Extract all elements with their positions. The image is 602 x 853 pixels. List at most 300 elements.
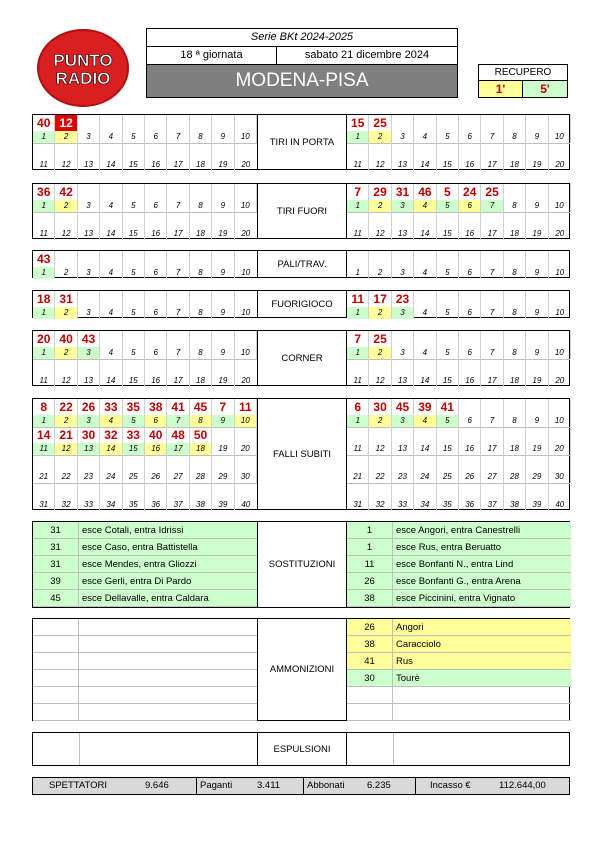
stat-minute [212,212,233,228]
event-minute: 30 [347,670,393,687]
stat-away-side [346,115,570,169]
stat-cell [481,184,503,212]
stat-minute [481,399,502,415]
stat-minute [526,212,547,228]
stat-cell [459,455,481,483]
stat-minute [526,115,547,131]
stat-minute [526,291,547,307]
stat-home-side [33,399,257,509]
stat-home-side [33,331,257,385]
list-item [33,619,257,636]
stat-minute [123,455,144,471]
stat-box-tiri-fuori [32,183,570,239]
stat-index: 31 [39,500,49,509]
stat-index: 7 [489,308,495,317]
stat-index: 3 [392,200,413,212]
stat-index: 7 [489,132,495,141]
stat-minute [100,212,121,228]
stat-minute [392,483,413,499]
stat-index: 11 [353,376,362,385]
stat-cell [55,251,77,279]
stat-minute [167,212,188,228]
stat-index: 4 [108,268,114,277]
stat-cell [167,427,189,455]
stat-minute [526,251,547,267]
stat-index: 3 [86,268,91,277]
stat-cell [347,251,369,279]
stat-index: 1 [355,268,360,277]
stat-index: 1 [33,131,54,143]
stat-index: 33 [84,500,93,509]
stat-minute: 31 [59,292,73,306]
stat-minute [481,483,502,499]
recupero-first-half: 1' [479,81,523,97]
stat-index: 10 [555,268,565,277]
stat-index: 36 [465,500,475,509]
event-text: Tourè [396,673,420,684]
stat-index: 30 [240,472,250,481]
bookings-label: AMMONIZIONI [257,619,346,720]
stat-index: 3 [86,308,91,317]
stat-cell [526,184,548,212]
stat-index: 4 [108,132,114,141]
stat-index: 4 [108,348,114,357]
stat-index: 24 [106,472,116,481]
stat-index: 6 [467,348,472,357]
stat-cell [459,399,481,427]
stat-minute: 30 [373,400,387,414]
stat-cell [347,359,369,387]
stat-index: 39 [532,500,542,509]
sending-offs-box [32,732,570,766]
recupero-second-half: 5' [523,81,567,97]
recupero-box [478,64,568,98]
stat-index: 27 [487,472,497,481]
stat-minute [123,251,144,267]
spectators-label: SPETTATORI [49,780,108,791]
stat-cell [145,455,167,483]
stat-index: 10 [555,308,565,317]
stat-cell [459,483,481,511]
stat-cell [369,483,391,511]
stat-minute [549,251,571,267]
stat-index: 1 [347,200,368,212]
stat-cell [212,115,234,143]
stat-cell [481,427,503,455]
stat-cell [212,331,234,359]
stat-minute [414,212,435,228]
stat-cell [123,251,145,279]
stat-index: 3 [400,348,405,357]
stat-minute [235,331,256,347]
stat-index: 17 [487,160,497,169]
stat-index: 40 [241,500,251,509]
stat-index: 4 [108,308,114,317]
event-minute: 1 [347,539,393,556]
stat-index: 8 [198,132,203,141]
stat-index: 8 [512,201,517,210]
stat-minute: 12 [55,115,76,131]
stat-minute [167,291,188,307]
stat-minute [392,115,413,131]
stat-index: 16 [465,229,475,238]
stat-cell [33,427,55,455]
stat-minute: 45 [193,400,208,414]
stat-minute: 21 [59,428,73,442]
stat-cell [145,184,167,212]
stat-cell [190,251,212,279]
stat-index: 19 [218,376,228,385]
stat-minute [78,455,99,471]
attendance-footer [32,777,570,795]
list-item [347,522,571,539]
stat-cell [212,455,234,483]
stat-cell [347,455,369,483]
stat-minute [78,212,99,228]
stat-index: 9 [534,348,540,357]
stat-cell [212,143,234,171]
stat-cell [437,184,459,212]
stat-index: 19 [532,160,542,169]
stat-minute [459,399,480,415]
stat-cell [145,143,167,171]
stat-index: 7 [175,201,181,210]
stat-cell [145,483,167,511]
stat-minute [369,427,390,443]
stat-minute [167,359,188,375]
stat-cell [190,331,212,359]
stat-index: 10 [240,132,250,141]
season-ticket-label: Abbonati [303,778,345,794]
stat-cell [369,455,391,483]
stat-cell [481,455,503,483]
stat-cell [549,483,571,511]
stat-minute [459,291,480,307]
stat-index: 13 [84,376,93,385]
stat-cell [100,331,122,359]
stat-minute: 30 [81,428,96,442]
stat-index: 4 [422,348,428,357]
stat-minute [459,483,480,499]
stat-index: 18 [196,160,205,169]
stat-index: 29 [218,472,228,481]
stat-cell [549,291,571,319]
stat-minute [459,455,480,471]
stat-minute [55,251,76,267]
stat-index: 8 [198,308,203,317]
stat-minute [437,455,458,471]
stat-cell [190,291,212,319]
stat-cell [549,455,571,483]
stat-index: 20 [241,160,251,169]
stat-cell [392,483,414,511]
event-text: esce Caso, entra Battistella [82,542,198,553]
stat-cell [526,427,548,455]
stat-minute [33,483,54,499]
sending-offs-home [33,733,257,765]
stat-index: 37 [173,500,183,509]
stat-index: 13 [398,160,407,169]
stat-cell [190,184,212,212]
stat-index: 2 [55,200,76,212]
stat-minute [145,143,166,159]
stat-index: 12 [61,376,71,385]
stat-index: 38 [510,500,519,509]
stat-cell [123,399,145,427]
event-text: esce Rus, entra Beruatto [396,542,502,553]
stat-index: 5 [123,415,144,427]
stat-index: 7 [175,308,181,317]
stat-minute [167,483,188,499]
stat-minute: 36 [37,185,51,199]
stat-cell [145,291,167,319]
stat-index: 14 [420,160,430,169]
list-item [33,670,257,687]
stat-index: 5 [131,132,136,141]
stat-index: 36 [151,500,161,509]
stat-cell [392,251,414,279]
stat-index: 4 [414,200,435,212]
stat-index: 15 [128,160,138,169]
stat-index: 13 [398,376,407,385]
stat-minute [123,212,144,228]
stat-index: 16 [145,443,166,455]
stat-minute [526,184,547,200]
stat-index: 2 [369,347,390,359]
stat-index: 21 [353,472,363,481]
stat-index: 25 [128,472,138,481]
stat-index: 18 [510,160,519,169]
stat-minute [549,291,571,307]
stat-index: 40 [555,500,565,509]
stat-minute [167,251,188,267]
stat-index: 14 [420,376,430,385]
stat-minute [392,455,413,471]
stat-minute [549,359,571,375]
stat-minute [100,359,121,375]
stat-cell [78,115,100,143]
stat-minute [504,399,525,415]
stat-index: 10 [240,201,250,210]
stat-minute [33,359,54,375]
logo-text-top: PUNTO [53,51,113,70]
stat-cell [481,331,503,359]
stat-minute [549,331,570,347]
stat-minute [145,483,166,499]
stat-cell [190,455,212,483]
stat-minute [190,455,211,471]
stat-index: 4 [414,415,435,427]
stat-cell [369,399,391,427]
stat-index: 28 [196,472,205,481]
stat-minute [526,455,547,471]
stat-index: 14 [106,160,116,169]
stat-cell [33,115,55,143]
event-minute: 26 [347,573,393,590]
stat-cell [459,115,481,143]
stat-cell [100,115,122,143]
stat-index: 38 [196,500,205,509]
stat-cell [190,427,212,455]
stat-cell [212,483,234,511]
stat-index: 16 [151,160,161,169]
stat-cell [549,143,571,171]
event-text: esce Cotali, entra Idrissi [82,525,184,536]
match-title: MODENA-PISA [147,65,457,97]
stat-cell [504,331,526,359]
stat-minute [33,212,54,228]
stat-cell [55,143,77,171]
stat-cell [167,331,189,359]
sending-offs-label: ESPULSIONI [257,733,346,765]
stat-index: 1 [347,347,368,359]
stat-minute [123,143,144,159]
stat-minute [549,212,571,228]
stat-minute [212,359,233,375]
stat-index: 6 [153,132,158,141]
stat-minute [481,427,502,443]
stat-home-side [33,291,257,317]
stat-label: TIRI IN PORTA [257,115,346,169]
stat-minute [392,212,413,228]
stat-minute [347,251,368,267]
stat-cell [235,455,257,483]
stat-cell [392,399,414,427]
stat-cell [369,331,391,359]
stat-cell [123,212,145,240]
stat-index: 2 [55,415,76,427]
stat-minute [123,483,144,499]
list-item [347,687,571,704]
stat-index: 18 [196,229,205,238]
list-item [33,704,257,721]
stat-minute [190,331,211,347]
stat-minute [481,455,502,471]
stat-minute [504,483,525,499]
stat-minute: 25 [373,116,387,130]
stat-index: 13 [84,160,93,169]
stat-cell [167,483,189,511]
list-item [33,590,257,607]
stat-minute [55,455,76,471]
list-item [347,556,571,573]
stat-cell [190,483,212,511]
stat-cell [33,399,55,427]
stat-minute: 24 [463,185,477,199]
stat-label: FALLI SUBITI [257,399,346,509]
stat-cell [123,331,145,359]
stat-index: 23 [398,472,407,481]
stat-index: 1 [347,131,368,143]
stat-index: 33 [398,500,407,509]
stat-cell [369,427,391,455]
stat-index: 32 [375,500,385,509]
stat-cell [526,115,548,143]
stat-cell [549,427,571,455]
stat-minute [212,427,233,443]
stat-index: 10 [235,415,256,427]
stat-cell [369,184,391,212]
stat-minute [78,184,99,200]
stat-minute [235,291,257,307]
stat-cell [347,212,369,240]
stat-minute [549,184,570,200]
stat-minute [392,251,413,267]
stat-minute [167,143,188,159]
stat-cell [459,184,481,212]
stat-cell [481,483,503,511]
stat-minute [123,115,144,131]
stat-minute [235,483,257,499]
stat-cell [190,359,212,387]
stat-index: 34 [420,500,430,509]
stat-index: 15 [128,376,138,385]
stat-box-pali [32,250,570,278]
event-text: esce Gerli, entra Di Pardo [82,576,192,587]
stat-cell [504,251,526,279]
stat-index: 5 [131,308,136,317]
stat-cell [235,143,257,171]
stat-cell [167,212,189,240]
stat-cell [549,212,571,240]
stat-index: 15 [123,443,144,455]
stat-minute [414,455,435,471]
stat-index: 9 [534,201,540,210]
stat-minute [33,455,54,471]
stat-minute: 26 [81,400,96,414]
list-item [347,573,571,590]
revenue-label: Incasso € [415,778,471,794]
stat-index: 5 [445,132,450,141]
recupero-label: RECUPERO [479,65,567,81]
stat-minute: 41 [171,400,185,414]
stat-cell [167,115,189,143]
stat-index: 15 [442,160,452,169]
stat-minute: 43 [81,332,96,346]
stat-index: 6 [153,308,158,317]
event-text: esce Dellavalle, entra Caldara [82,593,209,604]
stat-minute [459,143,480,159]
stat-cell [212,399,234,427]
stat-index: 9 [534,132,540,141]
stat-index: 17 [173,160,183,169]
stat-minute [481,331,502,347]
stat-index: 19 [218,229,228,238]
stat-minute [235,143,257,159]
stat-home-side [33,115,257,169]
stat-cell [167,143,189,171]
stat-cell [100,212,122,240]
stat-minute: 15 [351,116,365,130]
stat-box-falli [32,398,570,510]
stat-minute [459,251,480,267]
stat-cell [549,184,571,212]
stat-minute [235,251,257,267]
stat-minute [123,291,144,307]
stat-minute: 22 [59,400,73,414]
list-item [347,704,571,721]
stat-cell [78,143,100,171]
stat-minute [235,184,256,200]
stat-index: 17 [487,444,497,453]
stat-cell [526,291,548,319]
stat-minute [347,427,368,443]
stat-minute [100,483,121,499]
stat-index: 8 [512,132,517,141]
stat-minute [526,483,547,499]
stat-index: 10 [554,132,564,141]
stat-cell [459,331,481,359]
